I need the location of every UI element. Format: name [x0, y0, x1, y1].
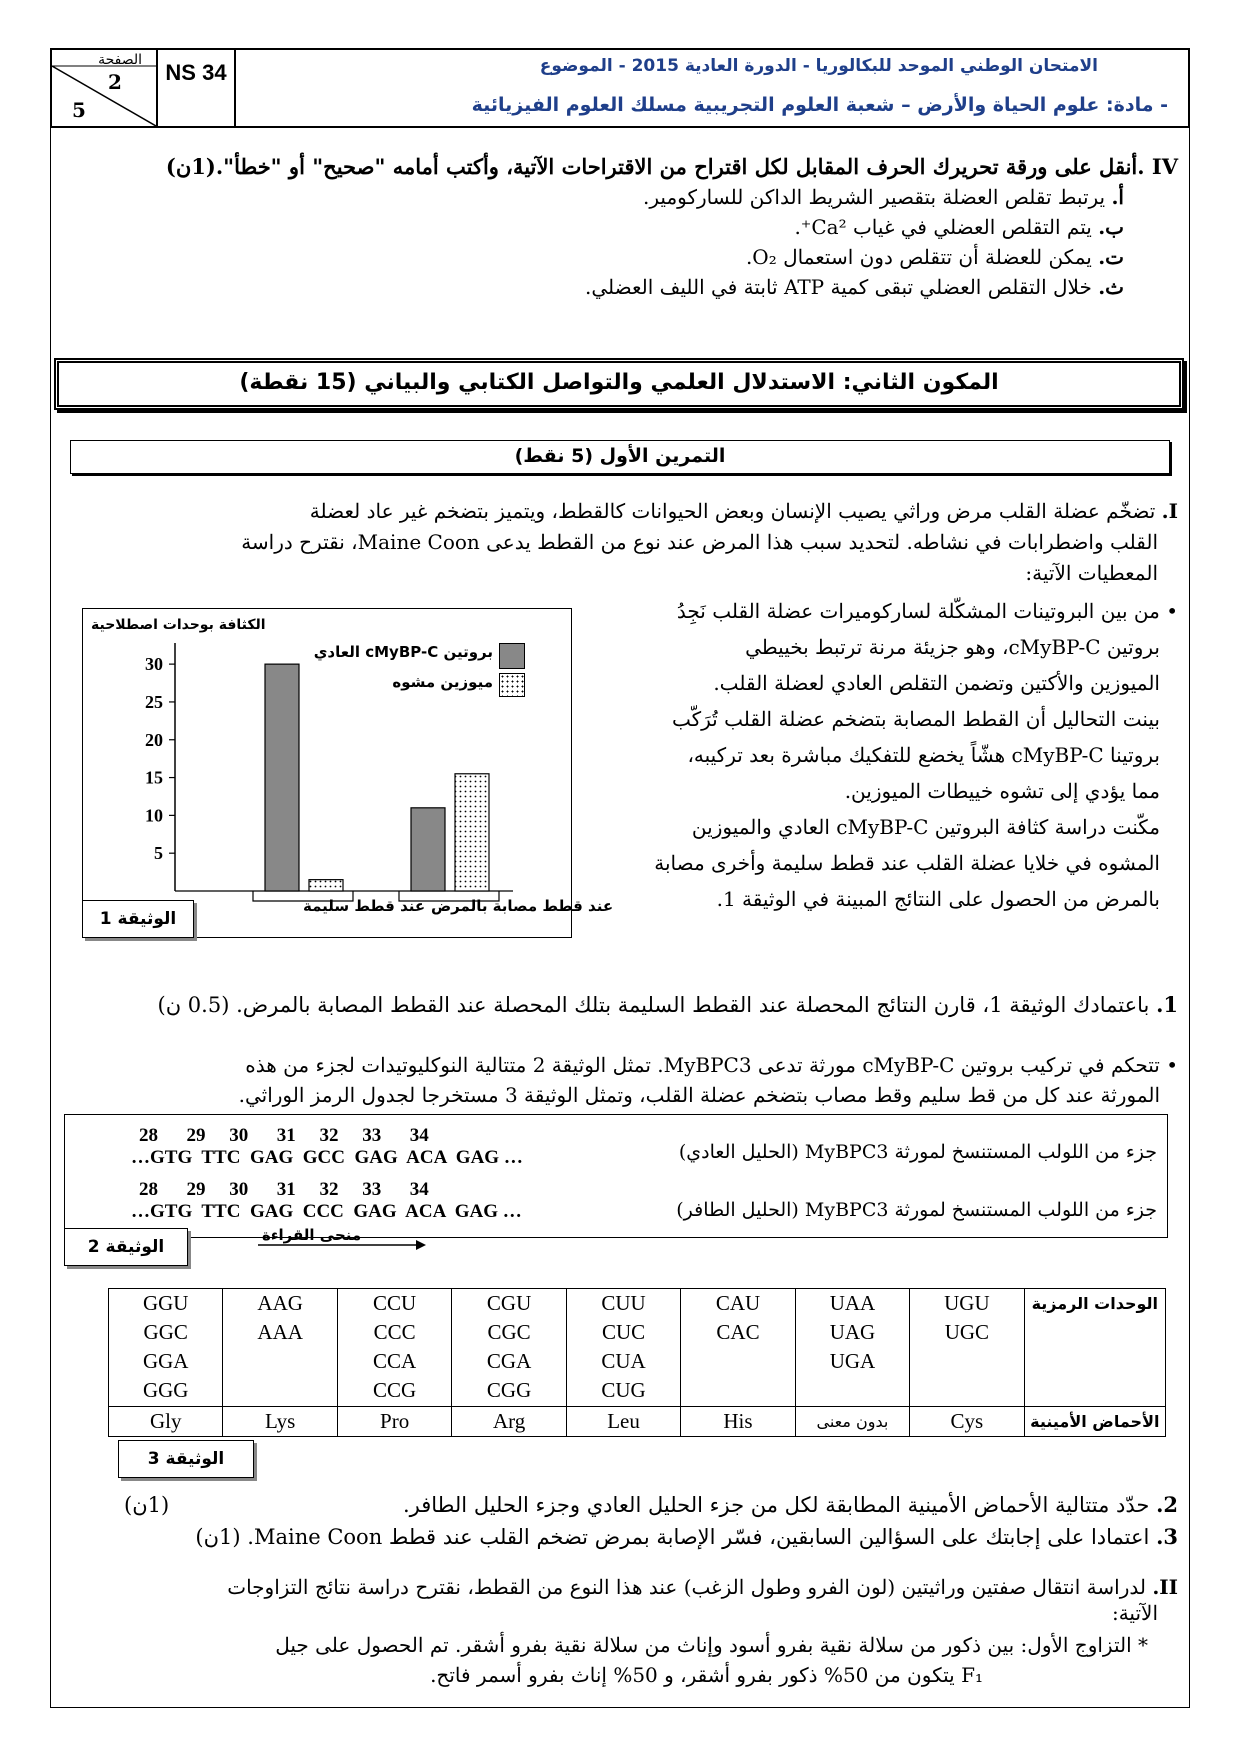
- q1-number: 1.: [1156, 992, 1178, 1017]
- mutant-sequence: …GTG TTC GAG CCC GAG ACA GAG …: [131, 1201, 522, 1222]
- exam-title: الامتحان الوطني الموحد للبكالوريا - الدورة العادية 2015 - الموضوع: [539, 56, 1098, 76]
- y-tick-label: 10: [145, 805, 163, 826]
- exam-subject: - مادة: علوم الحياة والأرض – شعبة العلوم التجريبية مسلك العلوم الفيزيائية: [471, 94, 1168, 116]
- aa-cell: Leu: [566, 1407, 680, 1437]
- aa-cell: Arg: [452, 1407, 566, 1437]
- y-tick-label: 25: [145, 691, 163, 712]
- codon-cell: CUU CUC CUA CUG: [566, 1289, 680, 1407]
- bullet-2-line: المورثة عند كل من قط سليم وقط مصاب بتضخم عضلة القلب، وتمثل الوثيقة 3 مستخرجا لجدول الرمز الوراثي.: [238, 1083, 1160, 1107]
- bar-normal: [265, 664, 299, 891]
- aa-header: الأحماض الأمينية: [1024, 1407, 1165, 1437]
- bullet-line: بينت التحاليل أن القطط المصابة بتضخم عضلة القلب تُرَكّب: [671, 707, 1160, 731]
- y-tick-label: 15: [145, 767, 163, 788]
- reading-direction-arrow: [258, 1238, 428, 1252]
- page-indicator: [52, 50, 156, 126]
- exam-header: [50, 48, 1190, 128]
- codon-cell: CCU CCC CCA CCG: [337, 1289, 451, 1407]
- component-title: المكون الثاني: الاستدلال العلمي والتواصل الكتابي والبياني (15 نقطة): [239, 370, 999, 395]
- bullet-line: مكّنت دراسة كثافة البروتين cMyBP-C العادي والميوزين: [691, 815, 1160, 839]
- bullet-line: مما يؤدي إلى تشوه خييطات الميوزين.: [844, 779, 1160, 803]
- part-ii-line: الآتية:: [1111, 1601, 1158, 1625]
- page-number: 2: [108, 70, 122, 94]
- part-i-number: I.: [1161, 499, 1178, 523]
- amino-acid-row: [109, 1407, 1166, 1437]
- normal-codon-numbers: 28 29 30 31 32 33 34: [139, 1125, 429, 1146]
- bar-mutant: [455, 774, 489, 891]
- cross-1-line: F₁ يتكون من 50% ذكور بفرو أشقر، و 50% إناث بفرو أسمر فاتح.: [430, 1663, 983, 1687]
- codon-row: [109, 1289, 1166, 1407]
- aa-cell: Cys: [910, 1407, 1024, 1437]
- legend-swatch-mutant: [499, 673, 525, 697]
- cross-1-line: * التزاوج الأول: بين ذكور من سلالة نقية بفرو أسود وإناث من سلالة نقية بفرو أشقر. تم الحصول على جيل: [275, 1633, 1148, 1657]
- aa-cell: Lys: [223, 1407, 337, 1437]
- page-total: 5: [72, 98, 86, 122]
- part-iv-number: IV: [1151, 154, 1178, 179]
- category-label-healthy: عند قطط سليمة: [303, 897, 426, 915]
- q2-points: (1ن): [124, 1493, 170, 1517]
- chart-ylabel: الكثافة بوحدات اصطلاحية: [91, 617, 266, 633]
- codon-cell: GGU GGC GGA GGG: [109, 1289, 223, 1407]
- part-iv-text: .أنقل على ورقة تحريرك الحرف المقابل لكل اقتراح من الاقتراحات الآتية، وأكتب أمامه "صحيح" أو "خطأ".(1ن): [165, 154, 1145, 179]
- codon-cell: CAU CAC: [681, 1289, 795, 1407]
- y-tick-label: 20: [145, 729, 163, 750]
- codon-cell: CGU CGC CGA CGG: [452, 1289, 566, 1407]
- bullet-line: • من بين البروتينات المشكّلة لساركوميرات عضلة القلب نَجِدُ: [676, 599, 1178, 623]
- bar-normal: [411, 808, 445, 891]
- bullet-line: بروتينا cMyBP-C هشّاً يخضع للتفكيك مباشرة بعد تركيبه،: [687, 743, 1160, 767]
- normal-caption: جزء من اللولب المستنسخ لمورثة MyBPC3 (الحليل العادي): [678, 1141, 1157, 1163]
- codon-cell: AAG AAA: [223, 1289, 337, 1407]
- bullet-line: بالمرض من الحصول على النتائج المبينة في الوثيقة 1.: [716, 887, 1160, 911]
- mutant-codon-numbers: 28 29 30 31 32 33 34: [139, 1179, 429, 1200]
- bullet-line: بروتين cMyBP-C، وهو جزيئة مرنة ترتبط بخييطي: [745, 635, 1160, 659]
- document-2-label: الوثيقة 2: [64, 1228, 188, 1266]
- component-title-box: [54, 358, 1184, 410]
- q1-text: باعتمادك الوثيقة 1، قارن النتائج المحصلة عند القطط السليمة بتلك المحصلة عند القطط المصابة بالمرض. (0.5 ن): [157, 993, 1150, 1017]
- bullet-line: المشوه في خلايا عضلة القلب عند قطط سليمة وأخرى مصابة: [654, 851, 1160, 875]
- codon-cell: UGU UGC: [910, 1289, 1024, 1407]
- y-tick-label: 30: [145, 654, 163, 675]
- legend-label-mutant: ميوزين مشوه: [392, 673, 493, 691]
- part-iv-item: أ. يرتبط تقلص العضلة بتقصير الشريط الداكن للساركومير.: [643, 185, 1124, 209]
- reading-direction-label: منحى القراءة: [262, 1226, 362, 1244]
- part-iv-item: ب. يتم التقلص العضلي في غياب Ca²⁺.: [794, 215, 1124, 239]
- legend-swatch-normal: [499, 643, 525, 669]
- question-2: 2. حدّد متتالية الأحماض الأمينية المطابقة لكل من جزء الحليل العادي وجزء الحليل الطافر.: [402, 1492, 1178, 1517]
- document-1-label: الوثيقة 1: [82, 900, 194, 938]
- part-iv-item: ث. خلال التقلص العضلي تبقى كمية ATP ثابتة في الليف العضلي.: [585, 275, 1124, 299]
- bullet-line: الميوزين والأكتين وتضمن التقلص العادي لعضلة القلب.: [713, 671, 1160, 695]
- exercise-title: التمرين الأول (5 نقط): [514, 445, 726, 467]
- exercise-title-box: [70, 440, 1170, 474]
- chart-legend: [275, 637, 525, 697]
- document-3-label: الوثيقة 3: [118, 1440, 254, 1478]
- part-i-line: I. تضخّم عضلة القلب مرض وراثي يصيب الإنسان وبعض الحيوانات كالقطط، ويتميز بتضخم غير عاد لعضلة: [309, 499, 1178, 523]
- codon-cell: UAA UAG UGA: [795, 1289, 909, 1407]
- part-i-line: القلب واضطرابات في نشاطه. لتحديد سبب هذا المرض عند نوع من القطط يدعى Maine Coon، نقترح دراسة: [241, 530, 1158, 554]
- y-tick-label: 5: [154, 843, 163, 864]
- exam-code: NS 34: [156, 50, 236, 126]
- mutant-caption: جزء من اللولب المستنسخ لمورثة MyBPC3 (الحليل الطافر): [676, 1199, 1157, 1221]
- bullet-2-line: • تتحكم في تركيب بروتين cMyBP-C مورثة تدعى MyBPC3. تمثل الوثيقة 2 متتالية النوكليوتيدات لجزء من هذه: [245, 1053, 1178, 1077]
- part-iv-item: ت. يمكن للعضلة أن تتقلص دون استعمال O₂.: [745, 245, 1124, 269]
- part-iv: [78, 152, 1178, 302]
- bar-mutant: [309, 880, 343, 891]
- part-ii-line: II. لدراسة انتقال صفتين وراثيتين (لون الفرو وطول الزغب) عند هذا النوع من القطط، نقترح دراسة نتائج التزاوجات: [227, 1575, 1178, 1599]
- questions-2-3: [78, 1490, 1178, 1556]
- category-label-sick: عند قطط مصابة بالمرض: [431, 897, 614, 915]
- aa-cell: بدون معنى: [795, 1407, 909, 1437]
- normal-sequence: …GTG TTC GAG GCC GAG ACA GAG …: [131, 1147, 523, 1168]
- aa-cell: Gly: [109, 1407, 223, 1437]
- aa-cell: Pro: [337, 1407, 451, 1437]
- question-3: 3. اعتمادا على إجابتك على السؤالين السابقين، فسّر الإصابة بمرض تضخم القلب عند قطط Maine Coon. (1ن): [195, 1524, 1178, 1549]
- legend-label-normal: بروتين cMyBP-C العادي: [313, 643, 493, 661]
- aa-cell: His: [681, 1407, 795, 1437]
- codon-header: الوحدات الرمزية: [1024, 1289, 1165, 1407]
- page-label: الصفحة: [98, 52, 142, 68]
- part-i-line: المعطيات الآتية:: [1025, 561, 1158, 585]
- genetic-code-table: [108, 1288, 1166, 1437]
- document-1-chart: [82, 608, 614, 938]
- part-iv-instruction: [166, 152, 1178, 182]
- document-2: [64, 1114, 1168, 1238]
